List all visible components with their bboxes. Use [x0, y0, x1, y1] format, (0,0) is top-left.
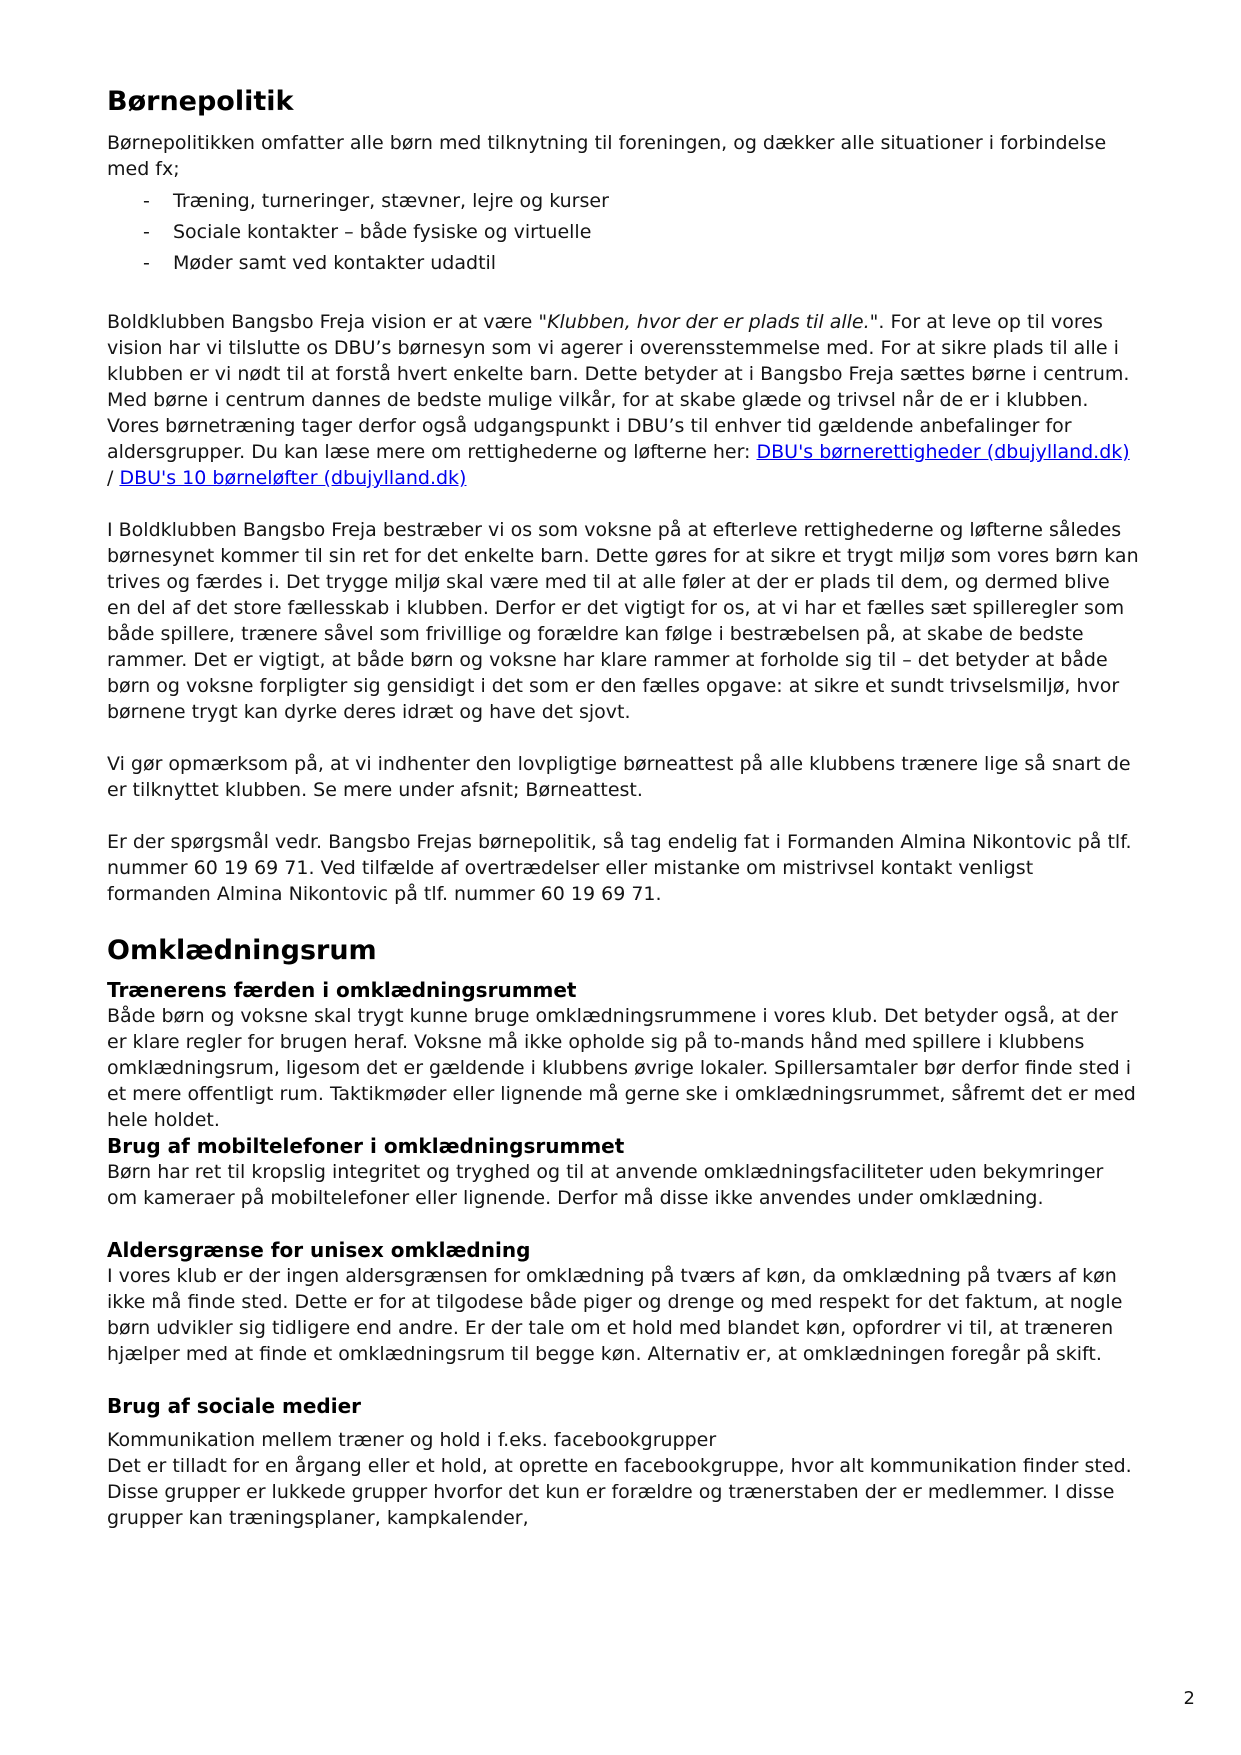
- dash-bullet: -: [143, 252, 150, 274]
- intro-paragraph: Børnepolitikken omfatter alle børn med tilknytning til foreningen, og dækker alle situationer i forbindelse med fx;: [107, 132, 1107, 180]
- link-dbu-bornerettigheder[interactable]: DBU's børnerettigheder (dbujylland.dk): [756, 441, 1130, 463]
- subheading-traenerens-faerden: Trænerens færden i omklædningsrummet: [107, 978, 577, 1002]
- list-item-text: Sociale kontakter – både fysiske og virtuelle: [173, 221, 592, 243]
- document-content: [107, 86, 1139, 1531]
- list-item-text: Møder samt ved kontakter udadtil: [173, 252, 497, 274]
- list-item: [107, 248, 1139, 279]
- subheading-aldersgraense: Aldersgrænse for unisex omklædning: [107, 1238, 531, 1262]
- sociale-medier-paragraph: Det er tilladt for en årgang eller et hold, at oprette en facebookgruppe, hvor alt kommunikation finder sted. Disse grupper er lukkede grupper hvorfor det kun er forældre og trænerstaben der er medlemmer. I disse grupper kan træningsplaner, kampkalender,: [107, 1455, 1132, 1529]
- vision-lead-text: Boldklubben Bangsbo Freja vision er at være: [107, 311, 539, 333]
- sociale-medier-subline: Kommunikation mellem træner og hold i f.eks. facebookgrupper: [107, 1429, 717, 1451]
- list-item: [107, 217, 1139, 248]
- list-item-text: Træning, turneringer, stævner, lejre og kurser: [173, 190, 609, 212]
- commitment-paragraph: I Boldklubben Bangsbo Freja bestræber vi os som voksne på at efterleve rettighederne og løfterne således børnesynet kommer til sin ret for det enkelte barn. Dette gøres for at sikre et trygt miljø som vores børn kan trives og færdes i. Det trygge miljø skal være med til at alle føler at der er plads til dem, og dermed blive en del af det store fællesskab i klubben. Derfor er det vigtigt for os, at vi har et fælles sæt spilleregler som både spillere, trænere såvel som frivillige og forældre kan følge i bestræbelsen på, at skabe de bedste rammer. Det er vigtigt, at både børn og voksne har klare rammer at forholde sig til – det betyder at både børn og voksne forpligter sig gensidigt i det som er den fælles opgave: at sikre et sundt trivselsmiljø, hvor børnene trygt kan dyrke deres idræt og have det sjovt.: [107, 519, 1139, 723]
- section-title-bornepolitik: Børnepolitik: [107, 86, 294, 117]
- vision-body-text: . For at leve op til vores vision har vi tilslutte os DBU’s børnesyn som vi agerer i overensstemmelse med. For at sikre plads til alle i klubben er vi nødt til at forstå hvert enkelte barn. Dette betyder at i Bangsbo Freja sættes børne i centrum. Med børne i centrum dannes de bedste mulige vilkår, for at skabe glæde og trivsel når de er i klubben. Vores børnetræning tager derfor også udgangspunkt i DBU’s til enhver tid gældende anbefalinger for aldersgrupper. Du kan læse mere om rettighederne og løfterne her:: [107, 311, 1130, 463]
- subheading-mobiltelefoner: Brug af mobiltelefoner i omklædningsrummet: [107, 1134, 625, 1158]
- traenerens-faerden-paragraph: Både børn og voksne skal trygt kunne bruge omklædningsrummene i vores klub. Det betyder også, at der er klare regler for brugen heraf. Voksne må ikke opholde sig på to-mands hånd med spillere i klubbens omklædningsrum, ligesom det er gældende i klubbens øvrige lokaler. Spillersamtaler bør derfor finde sted i et mere offentligt rum. Taktikmøder eller lignende må gerne ske i omklædningsrummet, såfremt det er med hele holdet.: [107, 1005, 1136, 1131]
- section-title-omklaedningsrum: Omklædningsrum: [107, 935, 377, 966]
- mobiltelefoner-paragraph: Børn har ret til kropslig integritet og tryghed og til at anvende omklædningsfaciliteter uden bekymringer om kameraer på mobiltelefoner eller lignende. Derfor må disse ikke anvendes under omklædning.: [107, 1161, 1104, 1209]
- vision-paragraph: [107, 309, 1139, 491]
- aldersgraense-paragraph: I vores klub er der ingen aldersgrænsen for omklædning på tværs af køn, da omklædning på tværs af køn ikke må finde sted. Dette er for at tilgodese både piger og drenge og med respekt for det faktum, at nogle børn udvikler sig tidligere end andre. Er der tale om et hold med blandet køn, opfordrer vi til, at træneren hjælper med at finde et omklædningsrum til begge køn. Alternativ er, at omklædningen foregår på skift.: [107, 1265, 1123, 1365]
- link-separator: /: [107, 467, 120, 489]
- dash-bullet: -: [143, 221, 150, 243]
- attestation-paragraph: Vi gør opmærksom på, at vi indhenter den lovpligtige børneattest på alle klubbens trænere lige så snart de er tilknyttet klubben. Se mere under afsnit; Børneattest.: [107, 753, 1131, 801]
- link-dbu-borneloefter[interactable]: DBU's 10 børneløfter (dbujylland.dk): [119, 467, 467, 489]
- vision-quote: "Klubben, hvor der er plads til alle.": [538, 311, 879, 333]
- page-number: 2: [1183, 1688, 1195, 1709]
- contact-paragraph: Er der spørgsmål vedr. Bangsbo Frejas børnepolitik, så tag endelig fat i Formanden Almina Nikontovic på tlf. nummer 60 19 69 71. Ved tilfælde af overtrædelser eller mistanke om mistrivsel kontakt venligst formanden Almina Nikontovic på tlf. nummer 60 19 69 71.: [107, 831, 1132, 905]
- dash-bullet: -: [143, 190, 150, 212]
- list-item: [107, 186, 1139, 217]
- subheading-sociale-medier: Brug af sociale medier: [107, 1394, 362, 1418]
- situations-bullet-list: [107, 186, 1139, 279]
